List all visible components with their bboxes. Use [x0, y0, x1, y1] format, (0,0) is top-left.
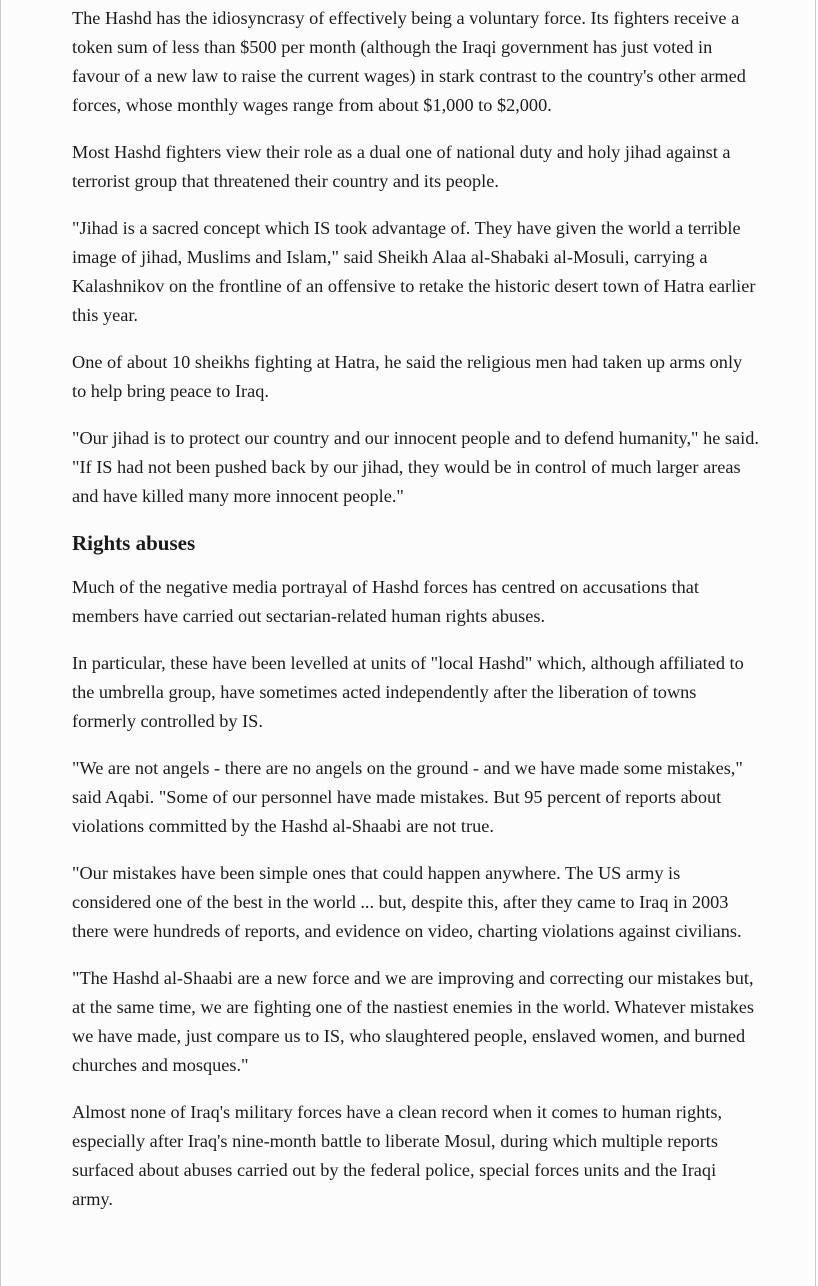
article-paragraph: One of about 10 sheikhs fighting at Hatra, he said the religious men had taken up arms only to help bring peace to Iraq. [72, 352, 743, 401]
article-paragraph: Almost none of Iraq's military forces have a clean record when it comes to human rights, especially after Iraq's nine-month battle to liberate Mosul, during which multiple reports surfaced about abuses carried out by the federal police, special forces units and the Iraqi army. [72, 1102, 723, 1209]
article-paragraph: "We are not angels - there are no angels on the ground - and we have made some mistakes," said Aqabi. "Some of our personnel have made mistakes. But 95 percent of reports about violations committed by the Hashd al-Shaabi are not true. [72, 758, 743, 836]
article-paragraph: In particular, these have been levelled at units of "local Hashd" which, although affiliated to the umbrella group, have sometimes acted independently after the liberation of towns formerly controlled by IS. [72, 653, 744, 731]
article-paragraph: Much of the negative media portrayal of Hashd forces has centred on accusations that members have carried out sectarian-related human rights abuses. [72, 577, 699, 626]
article-paragraph: "Our mistakes have been simple ones that could happen anywhere. The US army is considered one of the best in the world ... but, despite this, after they came to Iraq in 2003 there were hundreds of reports, and evidence on video, charting violations against civilians. [72, 863, 742, 941]
article-body [72, 4, 760, 1232]
article-paragraph: Most Hashd fighters view their role as a dual one of national duty and holy jihad against a terrorist group that threatened their country and its people. [72, 142, 731, 191]
article-paragraph: "Our jihad is to protect our country and our innocent people and to defend humanity," he said. "If IS had not been pushed back by our jihad, they would be in control of much larger areas and have killed many more innocent people." [72, 428, 759, 506]
article-paragraph: "The Hashd al-Shaabi are a new force and we are improving and correcting our mistakes but, at the same time, we are fighting one of the nastiest enemies in the world. Whatever mistakes we have made, just compare us to IS, who slaughtered people, enslaved women, and burned churches and mosques." [72, 968, 754, 1075]
section-subheading: Rights abuses [72, 531, 196, 555]
article-paragraph: The Hashd has the idiosyncrasy of effectively being a voluntary force. Its fighters receive a token sum of less than $500 per month (although the Iraqi government has just voted in favour of a new law to raise the current wages) in stark contrast to the country's other armed forces, whose monthly wages range from about $1,000 to $2,000. [72, 8, 746, 115]
article-paragraph: "Jihad is a sacred concept which IS took advantage of. They have given the world a terrible image of jihad, Muslims and Islam," said Sheikh Alaa al-Shabaki al-Mosuli, carrying a Kalashnikov on the frontline of an offensive to retake the historic desert town of Hatra earlier this year. [72, 218, 756, 325]
